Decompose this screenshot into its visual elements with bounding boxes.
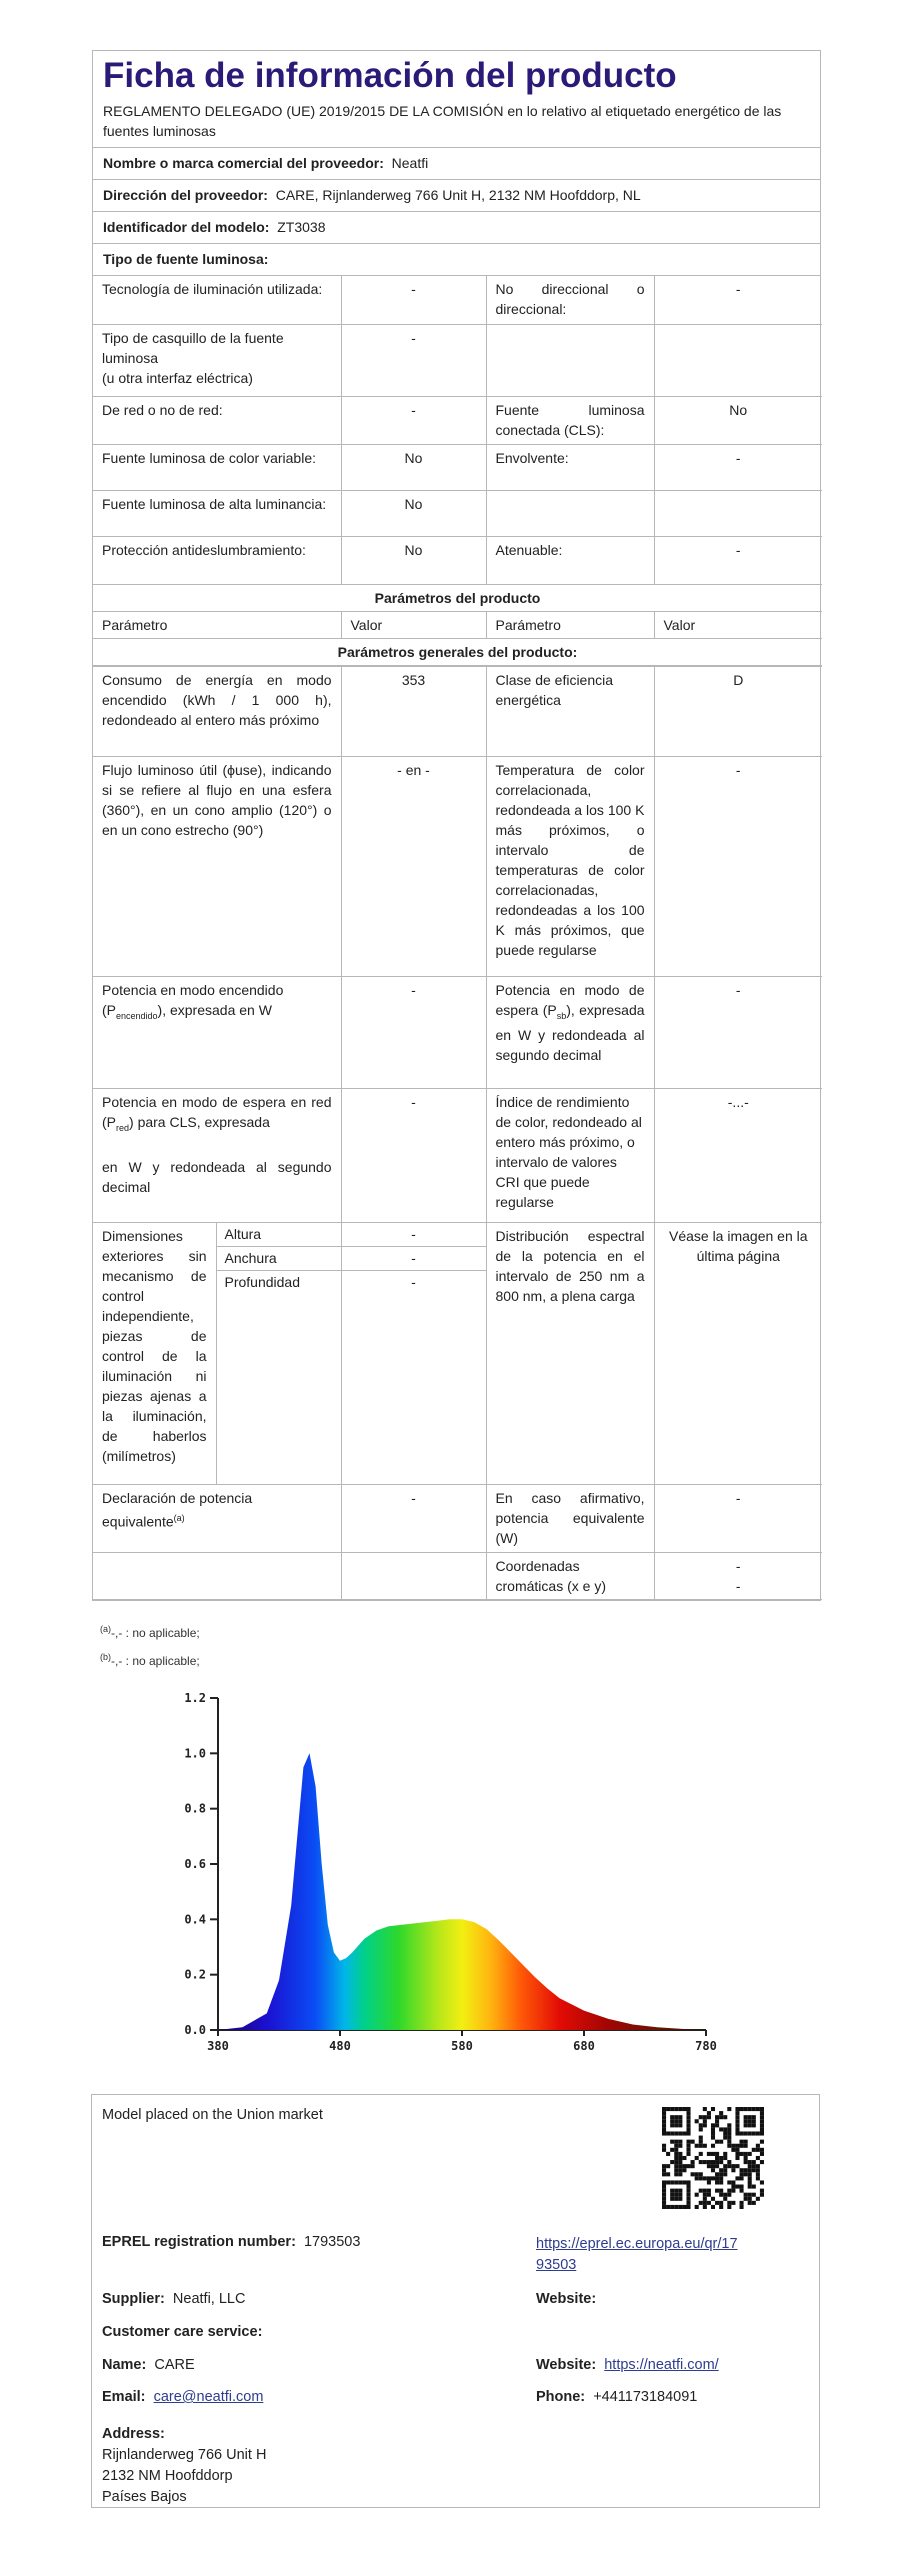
footnote-a-sup: (a) [100,1624,111,1634]
table-row [93,1222,822,1246]
table-row [93,638,822,665]
psb-value: - [654,976,822,1088]
chrom-x: - [735,1557,741,1574]
height-label: Altura [216,1222,341,1246]
depth-label: Profundidad [216,1270,341,1484]
x-tick-label: 480 [329,2039,351,2053]
supplier-label: Nombre o marca comercial del proveedor: [103,155,384,171]
spectrum-area [218,1753,706,2030]
pon-label-pre: Potencia en modo encendido (P [102,981,284,1018]
glare-label: Protección antideslumbramiento: [93,536,341,584]
nondir-label: No direccional o direccional: [486,276,654,324]
cap-value: - [341,324,486,396]
cct-label: Temperatura de color correlacionada, redondeada a los 100 K más próximos, o intervalo de temperaturas de color correlacionadas, redondeadas a los 100 K más próximos, que puede regularse [486,756,654,976]
address-line: Rijnlanderweg 766 Unit H [102,2447,267,2463]
model-value: ZT3038 [277,219,326,235]
website-label-text: Website: [536,2291,597,2307]
y-tick-label: 0.8 [184,1801,206,1816]
col-header-val2: Valor [654,611,822,638]
mains-value: - [341,396,486,444]
energy-value: 353 [341,666,486,756]
email-link[interactable]: care@neatfi.com [153,2389,264,2405]
website-link[interactable]: https://neatfi.com/ [604,2357,719,2373]
footnote-b-sup: (b) [100,1652,111,1662]
table-row [93,536,822,584]
y-tick-label: 0.4 [184,1912,206,1927]
address-row [93,180,820,212]
flux-value: - en - [341,756,486,976]
chrom-y: - [735,1577,741,1594]
light-source-heading: Tipo de fuente luminosa: [103,251,269,267]
energy-label: Consumo de energía en modo encendido (kWh / 1 000 h), redondeado al entero más próximo [93,666,341,756]
y-tick-label: 0.6 [184,1857,206,1871]
empty-cell [654,324,822,396]
care-label-text: Customer care service: [102,2324,263,2340]
chart-area [218,1753,706,2030]
x-tick-label: 380 [207,2039,229,2053]
light-source-table [93,276,822,666]
table-row [93,756,822,976]
pnet-label-pre: Potencia en modo de espera en red (P [102,1093,332,1130]
footer-panel [91,2094,820,2508]
nondir-value: - [654,276,822,324]
pnet-label [93,1088,341,1222]
eprel-link-line2[interactable]: 93503 [536,2257,577,2273]
width-value: - [341,1246,486,1270]
x-tick-label: 780 [695,2039,717,2053]
pon-value: - [341,976,486,1088]
equiv-sup: (a) [173,1512,185,1523]
y-tick-label: 0.0 [184,2023,206,2037]
x-tick-label: 580 [451,2039,473,2053]
y-tick-label: 1.2 [184,1691,206,1705]
colour-label: Fuente luminosa de color variable: [93,444,341,490]
footnote-a [100,1617,200,1645]
footnote-b [100,1645,200,1673]
class-value: D [654,666,822,756]
pnet-sub: red [116,1122,130,1133]
highlum-label: Fuente luminosa de alta luminancia: [93,490,341,536]
glare-value: No [341,536,486,584]
equivw-label: En caso afirmativo, potencia equivalente (W) [486,1484,654,1552]
psb-label [486,976,654,1088]
y-tick-label: 0.2 [184,1967,206,1982]
care-email [102,2389,263,2405]
market-label: Model placed on the Union market [102,2107,323,2123]
psb-sub: sb [556,1010,567,1021]
care-website [536,2357,719,2373]
cls-label: Fuente luminosa conectada (CLS): [486,396,654,444]
col-header-param1: Parámetro [93,611,341,638]
equiv-label-text: Declaración de potencia equivalente [102,1489,253,1530]
address-value: CARE, Rijnlanderweg 766 Unit H, 2132 NM Hoofddorp, NL [275,187,641,203]
table-row [93,1088,822,1222]
dims-label: Dimensiones exteriores sin mecanismo de control independiente, piezas de control de la iluminación ni piezas ajenas a la iluminación, de haberlos (milímetros) [93,1222,216,1484]
footnotes [100,1617,200,1673]
email-label: Email: [102,2389,146,2405]
tech-value: - [341,276,486,324]
name-value: CARE [154,2357,195,2373]
footnote-b-text: -,- : no aplicable; [111,1654,200,1668]
footer-supplier-label: Supplier: [102,2291,165,2307]
table-row [93,976,822,1088]
cls-value: No [654,396,822,444]
equivw-value: - [654,1484,822,1552]
supplier-info [102,2291,245,2307]
spd-value: Véase la imagen en la última página [654,1222,822,1484]
mains-label: De red o no de red: [93,396,341,444]
empty-cell [654,490,822,536]
chrom-label: Coordenadas cromáticas (x e y) [486,1552,654,1599]
cap-label-line2: (u otra interfaz eléctrica) [102,369,253,386]
supplier-value: Neatfi [391,155,429,171]
care-phone [536,2389,697,2405]
care-name [102,2357,195,2373]
cri-value: -...- [654,1088,822,1222]
pon-label-post: ), expresada en W [157,1001,272,1018]
params-table [93,666,822,1600]
phone-value: +441173184091 [593,2389,698,2405]
footnote-a-text: -,- : no aplicable; [111,1626,200,1640]
light-source-heading-row [93,244,820,276]
y-tick-label: 1.0 [184,1746,206,1761]
empty-cell [93,1552,341,1599]
col-header-val1: Valor [341,611,486,638]
dimmable-value: - [654,536,822,584]
envelope-label: Envolvente: [486,444,654,490]
eprel-link-line1[interactable]: https://eprel.ec.europa.eu/qr/17 [536,2236,738,2252]
cap-label [93,324,341,396]
eprel-link[interactable] [536,2234,738,2276]
table-row [93,584,822,611]
product-info-sheet [92,50,821,1601]
cct-value: - [654,756,822,976]
class-label: Clase de eficiencia energética [486,666,654,756]
phone-label: Phone: [536,2389,586,2405]
table-row [93,324,822,396]
product-params-heading: Parámetros del producto [93,584,822,611]
flux-label: Flujo luminoso útil (ϕuse), indicando si se refiere al flujo en una esfera (360°), en un cono amplio (120°) o en un cono estrecho (90°) [93,756,341,976]
supplier-row [93,148,820,180]
depth-value: - [341,1270,486,1484]
equiv-value: - [341,1484,486,1552]
height-value: - [341,1222,486,1246]
table-row [93,490,822,536]
pon-sub: encendido [116,1010,158,1021]
title-block [93,51,820,148]
eprel-value: 1793503 [303,2234,361,2250]
address-line: Países Bajos [102,2489,187,2505]
envelope-value: - [654,444,822,490]
equiv-label [93,1484,341,1552]
care-label [102,2324,262,2340]
cap-label-line1: Tipo de casquillo de la fuente luminosa [102,329,284,366]
page-title: Ficha de información del producto [103,56,677,95]
address-label-footer: Address: [102,2426,165,2442]
spd-label: Distribución espectral de la potencia en el intervalo de 250 nm a 800 nm, a plena carga [486,1222,654,1484]
empty-cell [341,1552,486,1599]
eprel-row [102,2234,360,2250]
qr-code-icon[interactable] [662,2107,764,2209]
tech-label: Tecnología de iluminación utilizada: [93,276,341,324]
psb-label-post: ), expresada en W y redondeada al segundo decimal [495,1001,645,1064]
empty-cell [486,324,654,396]
address-line: 2132 NM Hoofddorp [102,2468,233,2484]
table-row [93,666,822,756]
x-tick-label: 680 [573,2039,595,2053]
spectral-distribution-chart [170,1680,730,2060]
table-row [93,444,822,490]
table-row [93,611,822,638]
website2-label: Website: [536,2357,597,2373]
dimmable-label: Atenuable: [486,536,654,584]
name-label: Name: [102,2357,147,2373]
table-row [93,396,822,444]
regulation-subtitle: REGLAMENTO DELEGADO (UE) 2019/2015 DE LA COMISIÓN en lo relativo al etiquetado energético de las fuentes luminosas [103,103,782,139]
pon-label [93,976,341,1088]
width-label: Anchura [216,1246,341,1270]
pnet-label-post: en W y redondeada al segundo decimal [102,1159,332,1196]
address-label: Dirección del proveedor: [103,187,268,203]
empty-cell [486,490,654,536]
general-params-heading: Parámetros generales del producto: [93,638,822,665]
cri-label: Índice de rendimiento de color, redondeado al entero más próximo, o intervalo de valores CRI que puede regularse [486,1088,654,1222]
model-row [93,212,820,244]
care-address [102,2424,266,2508]
table-row [93,276,822,324]
eprel-label: EPREL registration number: [102,2234,296,2250]
col-header-param2: Parámetro [486,611,654,638]
table-row [93,1552,822,1599]
table-row [93,1484,822,1552]
chrom-value [654,1552,822,1599]
website-label-1 [536,2291,596,2307]
pnet-label-mid: ) para CLS, expresada [129,1113,270,1130]
psb-label-pre: Potencia en modo de espera (P [495,981,645,1018]
footer-supplier-value: Neatfi, LLC [172,2291,246,2307]
pnet-value: - [341,1088,486,1222]
highlum-value: No [341,490,486,536]
model-label: Identificador del modelo: [103,219,270,235]
colour-value: No [341,444,486,490]
